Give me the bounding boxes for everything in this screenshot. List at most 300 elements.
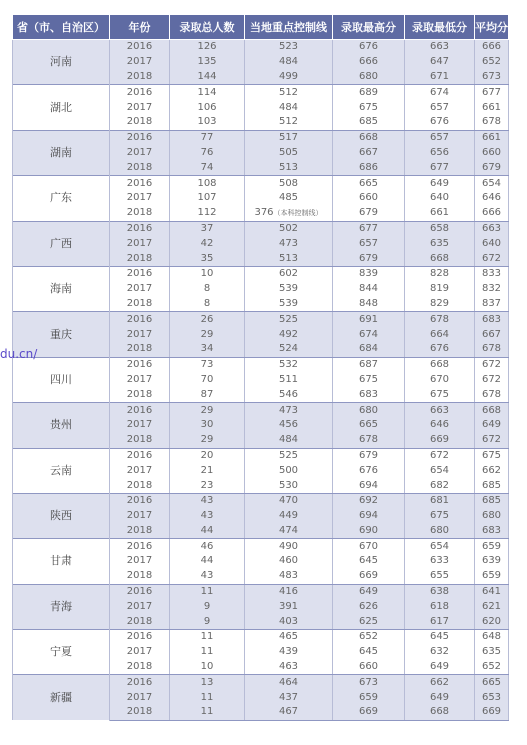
min-cell: 668	[405, 251, 475, 266]
year-cell: 2018	[110, 70, 170, 85]
max-cell: 679	[333, 206, 405, 221]
min-cell: 676	[405, 115, 475, 130]
total-cell: 135	[170, 55, 245, 70]
total-cell: 30	[170, 418, 245, 433]
control-line-cell: 484	[245, 433, 333, 448]
avg-cell: 652	[475, 55, 509, 70]
min-cell: 661	[405, 206, 475, 221]
min-cell: 669	[405, 433, 475, 448]
total-cell: 44	[170, 524, 245, 539]
year-cell: 2017	[110, 100, 170, 115]
table-body	[13, 40, 509, 721]
avg-cell: 653	[475, 690, 509, 705]
max-cell: 687	[333, 357, 405, 372]
year-cell: 2018	[110, 433, 170, 448]
province-cell: 云南	[13, 448, 110, 493]
avg-cell: 660	[475, 146, 509, 161]
table-row	[13, 266, 509, 281]
year-cell: 2017	[110, 55, 170, 70]
control-line-value: 376	[254, 207, 274, 219]
avg-cell: 832	[475, 282, 509, 297]
min-cell: 670	[405, 373, 475, 388]
total-cell: 8	[170, 282, 245, 297]
year-cell: 2017	[110, 690, 170, 705]
year-cell: 2016	[110, 403, 170, 418]
avg-cell: 666	[475, 206, 509, 221]
max-cell: 668	[333, 130, 405, 145]
control-line-cell: 456	[245, 418, 333, 433]
control-line-cell: 525	[245, 312, 333, 327]
total-cell: 29	[170, 327, 245, 342]
year-cell: 2016	[110, 539, 170, 554]
max-cell: 626	[333, 599, 405, 614]
year-cell: 2016	[110, 357, 170, 372]
year-cell: 2018	[110, 705, 170, 720]
min-cell: 681	[405, 493, 475, 508]
total-cell: 11	[170, 630, 245, 645]
min-cell: 668	[405, 357, 475, 372]
avg-cell: 673	[475, 70, 509, 85]
avg-cell: 677	[475, 85, 509, 100]
table-row	[13, 40, 509, 55]
control-line-cell: 403	[245, 614, 333, 629]
max-cell: 676	[333, 40, 405, 55]
header-min: 录取最低分	[405, 15, 475, 40]
avg-cell: 675	[475, 448, 509, 463]
min-cell: 675	[405, 509, 475, 524]
avg-cell: 620	[475, 614, 509, 629]
max-cell: 645	[333, 554, 405, 569]
total-cell: 42	[170, 236, 245, 251]
control-line-cell: 483	[245, 569, 333, 584]
max-cell: 679	[333, 448, 405, 463]
avg-cell: 669	[475, 705, 509, 720]
total-cell: 107	[170, 191, 245, 206]
province-cell: 新疆	[13, 675, 110, 720]
max-cell: 665	[333, 176, 405, 191]
control-line-cell: 464	[245, 675, 333, 690]
table-row	[13, 539, 509, 554]
control-line-cell: 500	[245, 463, 333, 478]
total-cell: 112	[170, 206, 245, 221]
total-cell: 10	[170, 266, 245, 281]
total-cell: 20	[170, 448, 245, 463]
avg-cell: 663	[475, 221, 509, 236]
max-cell: 657	[333, 236, 405, 251]
control-line-cell: 525	[245, 448, 333, 463]
avg-cell: 672	[475, 433, 509, 448]
total-cell: 11	[170, 705, 245, 720]
min-cell: 638	[405, 584, 475, 599]
control-line-cell: 470	[245, 493, 333, 508]
max-cell: 652	[333, 630, 405, 645]
max-cell: 692	[333, 493, 405, 508]
table-row	[13, 176, 509, 191]
total-cell: 11	[170, 645, 245, 660]
province-cell: 贵州	[13, 403, 110, 448]
year-cell: 2018	[110, 569, 170, 584]
table-row	[13, 584, 509, 599]
total-cell: 13	[170, 675, 245, 690]
table-row	[13, 675, 509, 690]
year-cell: 2018	[110, 297, 170, 312]
year-cell: 2018	[110, 478, 170, 493]
control-line-cell: 460	[245, 554, 333, 569]
avg-cell: 648	[475, 630, 509, 645]
province-cell: 海南	[13, 266, 110, 311]
table-row	[13, 630, 509, 645]
admission-table	[12, 14, 509, 721]
max-cell: 694	[333, 509, 405, 524]
min-cell: 675	[405, 387, 475, 402]
year-cell: 2016	[110, 630, 170, 645]
min-cell: 680	[405, 524, 475, 539]
min-cell: 668	[405, 705, 475, 720]
total-cell: 44	[170, 554, 245, 569]
table-row	[13, 130, 509, 145]
control-line-cell: 539	[245, 282, 333, 297]
control-line-cell: 513	[245, 160, 333, 175]
min-cell: 655	[405, 569, 475, 584]
year-cell: 2017	[110, 236, 170, 251]
year-cell: 2018	[110, 206, 170, 221]
min-cell: 617	[405, 614, 475, 629]
max-cell: 848	[333, 297, 405, 312]
min-cell: 649	[405, 690, 475, 705]
avg-cell: 683	[475, 312, 509, 327]
total-cell: 29	[170, 433, 245, 448]
control-line-cell: 467	[245, 705, 333, 720]
min-cell: 682	[405, 478, 475, 493]
total-cell: 73	[170, 357, 245, 372]
total-cell: 23	[170, 478, 245, 493]
min-cell: 640	[405, 191, 475, 206]
min-cell: 618	[405, 599, 475, 614]
min-cell: 819	[405, 282, 475, 297]
year-cell: 2016	[110, 266, 170, 281]
year-cell: 2018	[110, 524, 170, 539]
table-row	[13, 221, 509, 236]
control-line-cell: 439	[245, 645, 333, 660]
avg-cell: 635	[475, 645, 509, 660]
total-cell: 103	[170, 115, 245, 130]
control-line-cell: 505	[245, 146, 333, 161]
min-cell: 658	[405, 221, 475, 236]
max-cell: 679	[333, 251, 405, 266]
min-cell: 645	[405, 630, 475, 645]
watermark-text: du.cn/	[0, 347, 38, 361]
header-total: 录取总人数	[170, 15, 245, 40]
total-cell: 10	[170, 660, 245, 675]
year-cell: 2017	[110, 282, 170, 297]
max-cell: 675	[333, 100, 405, 115]
max-cell: 844	[333, 282, 405, 297]
total-cell: 11	[170, 690, 245, 705]
control-line-cell: 473	[245, 236, 333, 251]
avg-cell: 672	[475, 373, 509, 388]
min-cell: 829	[405, 297, 475, 312]
year-cell: 2016	[110, 221, 170, 236]
control-line-cell: 499	[245, 70, 333, 85]
total-cell: 77	[170, 130, 245, 145]
min-cell: 662	[405, 675, 475, 690]
table-row	[13, 312, 509, 327]
min-cell: 654	[405, 539, 475, 554]
total-cell: 43	[170, 569, 245, 584]
control-line-cell: 485	[245, 191, 333, 206]
year-cell: 2018	[110, 660, 170, 675]
avg-cell: 641	[475, 584, 509, 599]
year-cell: 2017	[110, 191, 170, 206]
min-cell: 633	[405, 554, 475, 569]
avg-cell: 678	[475, 115, 509, 130]
avg-cell: 666	[475, 40, 509, 55]
max-cell: 694	[333, 478, 405, 493]
max-cell: 649	[333, 584, 405, 599]
avg-cell: 661	[475, 130, 509, 145]
total-cell: 87	[170, 387, 245, 402]
year-cell: 2017	[110, 554, 170, 569]
year-cell: 2018	[110, 160, 170, 175]
control-line-cell: 546	[245, 387, 333, 402]
avg-cell: 659	[475, 539, 509, 554]
avg-cell: 662	[475, 463, 509, 478]
avg-cell: 837	[475, 297, 509, 312]
year-cell: 2017	[110, 509, 170, 524]
total-cell: 29	[170, 403, 245, 418]
min-cell: 828	[405, 266, 475, 281]
avg-cell: 654	[475, 176, 509, 191]
total-cell: 114	[170, 85, 245, 100]
year-cell: 2018	[110, 342, 170, 357]
total-cell: 9	[170, 614, 245, 629]
year-cell: 2017	[110, 599, 170, 614]
table-header	[13, 15, 509, 40]
control-line-cell: 512	[245, 115, 333, 130]
total-cell: 126	[170, 40, 245, 55]
header-year: 年份	[110, 15, 170, 40]
min-cell: 677	[405, 160, 475, 175]
year-cell: 2017	[110, 146, 170, 161]
max-cell: 660	[333, 191, 405, 206]
control-line-cell: 523	[245, 40, 333, 55]
avg-cell: 667	[475, 327, 509, 342]
total-cell: 8	[170, 297, 245, 312]
table-row	[13, 493, 509, 508]
control-line-cell: 490	[245, 539, 333, 554]
avg-cell: 680	[475, 509, 509, 524]
province-cell: 甘肃	[13, 539, 110, 584]
control-line-cell: 524	[245, 342, 333, 357]
control-line-cell: 602	[245, 266, 333, 281]
max-cell: 678	[333, 433, 405, 448]
control-line-cell: 437	[245, 690, 333, 705]
table-row	[13, 357, 509, 372]
avg-cell: 685	[475, 478, 509, 493]
max-cell: 680	[333, 403, 405, 418]
max-cell: 674	[333, 327, 405, 342]
control-line-cell	[245, 206, 333, 221]
total-cell: 43	[170, 509, 245, 524]
province-cell: 广西	[13, 221, 110, 266]
max-cell: 659	[333, 690, 405, 705]
control-line-cell: 532	[245, 357, 333, 372]
control-line-cell: 449	[245, 509, 333, 524]
province-cell: 四川	[13, 357, 110, 402]
avg-cell: 646	[475, 191, 509, 206]
avg-cell: 672	[475, 251, 509, 266]
min-cell: 656	[405, 146, 475, 161]
min-cell: 676	[405, 342, 475, 357]
min-cell: 663	[405, 403, 475, 418]
min-cell: 654	[405, 463, 475, 478]
control-line-cell: 416	[245, 584, 333, 599]
avg-cell: 639	[475, 554, 509, 569]
total-cell: 43	[170, 493, 245, 508]
year-cell: 2016	[110, 584, 170, 599]
table-row	[13, 448, 509, 463]
control-line-cell: 517	[245, 130, 333, 145]
province-cell: 重庆	[13, 312, 110, 357]
max-cell: 660	[333, 660, 405, 675]
control-line-cell: 502	[245, 221, 333, 236]
min-cell: 664	[405, 327, 475, 342]
province-cell: 陕西	[13, 493, 110, 538]
year-cell: 2017	[110, 463, 170, 478]
min-cell: 649	[405, 660, 475, 675]
province-cell: 宁夏	[13, 630, 110, 675]
max-cell: 665	[333, 418, 405, 433]
control-line-cell: 484	[245, 100, 333, 115]
control-line-cell: 511	[245, 373, 333, 388]
avg-cell: 661	[475, 100, 509, 115]
max-cell: 673	[333, 675, 405, 690]
year-cell: 2017	[110, 327, 170, 342]
year-cell: 2018	[110, 115, 170, 130]
total-cell: 37	[170, 221, 245, 236]
avg-cell: 652	[475, 660, 509, 675]
max-cell: 677	[333, 221, 405, 236]
max-cell: 669	[333, 705, 405, 720]
table-row	[13, 403, 509, 418]
avg-cell: 668	[475, 403, 509, 418]
total-cell: 74	[170, 160, 245, 175]
control-line-cell: 463	[245, 660, 333, 675]
max-cell: 669	[333, 569, 405, 584]
control-line-cell: 508	[245, 176, 333, 191]
max-cell: 683	[333, 387, 405, 402]
min-cell: 657	[405, 100, 475, 115]
max-cell: 685	[333, 115, 405, 130]
max-cell: 670	[333, 539, 405, 554]
header-control-line: 当地重点控制线	[245, 15, 333, 40]
max-cell: 689	[333, 85, 405, 100]
province-cell: 湖南	[13, 130, 110, 175]
year-cell: 2016	[110, 130, 170, 145]
total-cell: 11	[170, 584, 245, 599]
avg-cell: 649	[475, 418, 509, 433]
avg-cell: 678	[475, 342, 509, 357]
year-cell: 2016	[110, 176, 170, 191]
control-line-cell: 465	[245, 630, 333, 645]
min-cell: 672	[405, 448, 475, 463]
min-cell: 649	[405, 176, 475, 191]
avg-cell: 659	[475, 569, 509, 584]
control-line-cell: 474	[245, 524, 333, 539]
control-line-cell: 513	[245, 251, 333, 266]
min-cell: 646	[405, 418, 475, 433]
max-cell: 680	[333, 70, 405, 85]
year-cell: 2016	[110, 675, 170, 690]
min-cell: 674	[405, 85, 475, 100]
total-cell: 106	[170, 100, 245, 115]
max-cell: 684	[333, 342, 405, 357]
header-max: 录取最高分	[333, 15, 405, 40]
avg-cell: 833	[475, 266, 509, 281]
year-cell: 2017	[110, 373, 170, 388]
admission-table-container	[12, 14, 508, 721]
control-line-note: （本科控制线）	[273, 209, 323, 218]
year-cell: 2016	[110, 85, 170, 100]
year-cell: 2018	[110, 251, 170, 266]
avg-cell: 679	[475, 160, 509, 175]
control-line-cell: 484	[245, 55, 333, 70]
control-line-cell: 492	[245, 327, 333, 342]
province-cell: 青海	[13, 584, 110, 629]
max-cell: 666	[333, 55, 405, 70]
total-cell: 26	[170, 312, 245, 327]
avg-cell: 640	[475, 236, 509, 251]
max-cell: 676	[333, 463, 405, 478]
avg-cell: 672	[475, 357, 509, 372]
total-cell: 144	[170, 70, 245, 85]
total-cell: 46	[170, 539, 245, 554]
province-cell: 湖北	[13, 85, 110, 130]
max-cell: 675	[333, 373, 405, 388]
max-cell: 667	[333, 146, 405, 161]
total-cell: 35	[170, 251, 245, 266]
year-cell: 2017	[110, 418, 170, 433]
avg-cell: 621	[475, 599, 509, 614]
max-cell: 691	[333, 312, 405, 327]
total-cell: 21	[170, 463, 245, 478]
year-cell: 2016	[110, 40, 170, 55]
max-cell: 625	[333, 614, 405, 629]
total-cell: 108	[170, 176, 245, 191]
avg-cell: 683	[475, 524, 509, 539]
control-line-cell: 391	[245, 599, 333, 614]
max-cell: 839	[333, 266, 405, 281]
min-cell: 635	[405, 236, 475, 251]
total-cell: 34	[170, 342, 245, 357]
total-cell: 9	[170, 599, 245, 614]
min-cell: 647	[405, 55, 475, 70]
avg-cell: 685	[475, 493, 509, 508]
year-cell: 2016	[110, 493, 170, 508]
header-province: 省（市、自治区）	[13, 15, 110, 40]
year-cell: 2018	[110, 614, 170, 629]
province-cell: 广东	[13, 176, 110, 221]
min-cell: 678	[405, 312, 475, 327]
total-cell: 76	[170, 146, 245, 161]
year-cell: 2016	[110, 312, 170, 327]
control-line-cell: 530	[245, 478, 333, 493]
control-line-cell: 512	[245, 85, 333, 100]
max-cell: 686	[333, 160, 405, 175]
table-row	[13, 85, 509, 100]
avg-cell: 665	[475, 675, 509, 690]
year-cell: 2016	[110, 448, 170, 463]
